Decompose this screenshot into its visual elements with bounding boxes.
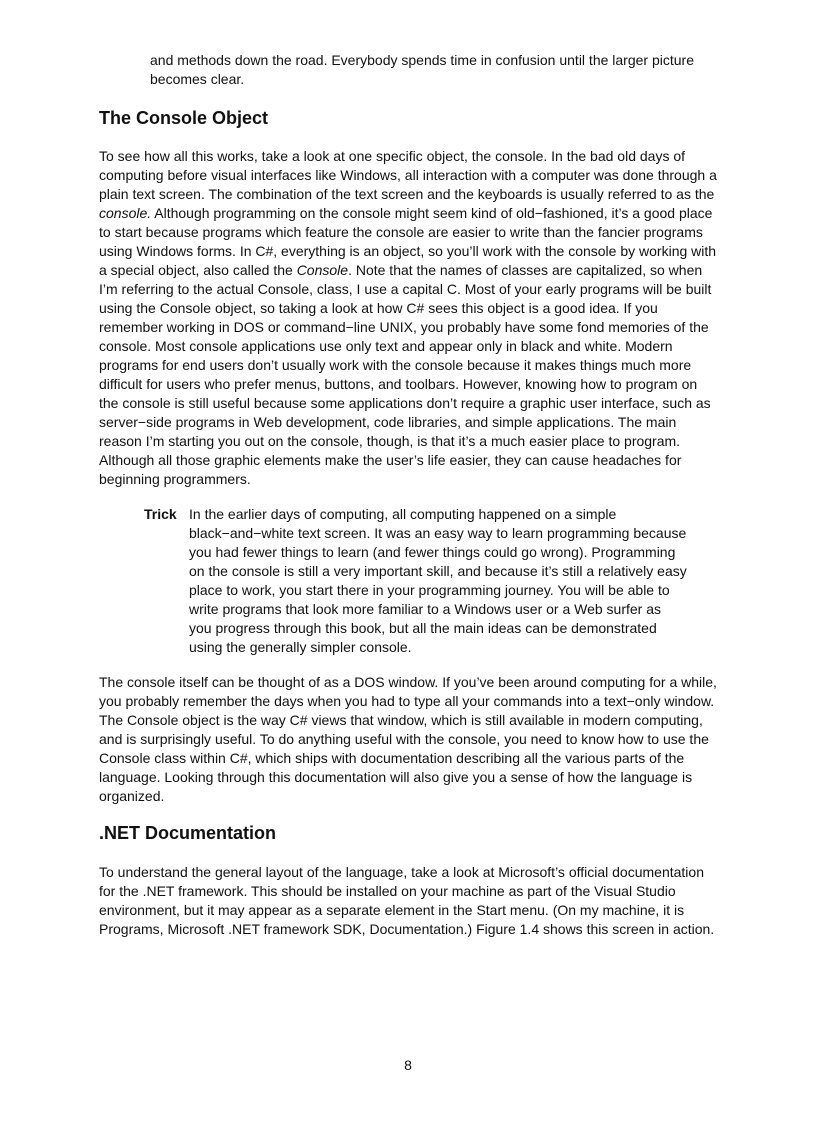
text-line: to start because programs which feature the console are easier to write than the fancier programs — [99, 224, 703, 240]
text-line: To see how all this works, take a look at one specific object, the console. In the bad old days of — [99, 148, 686, 164]
intro-paragraph — [150, 51, 770, 89]
text-line: server−side programs in Web development, code libraries, and simple applications. The main — [99, 414, 677, 430]
text-line: using the generally simpler console. — [189, 639, 412, 655]
text-line: In the earlier days of computing, all computing happened on a simple — [189, 506, 617, 522]
text-line: Programs, Microsoft .NET framework SDK, Documentation.) Figure 1.4 shows this screen in action. — [99, 921, 715, 937]
text-line: you had fewer things to learn (and fewer things could go wrong). Programming — [189, 544, 676, 560]
text-line: computing before visual interfaces like Windows, all interaction with a computer was done through a — [99, 167, 717, 183]
italic-term-console: console. — [99, 205, 152, 221]
text-line: The console itself can be thought of as a DOS window. If you’ve been around computing for a while, — [99, 674, 717, 690]
text-line: and is surprisingly useful. To do anything useful with the console, you need to know how to use the — [99, 731, 709, 747]
text-line: plain text screen. The combination of the text screen and the keyboards is usually referred to as the — [99, 186, 715, 202]
text-line: you progress through this book, but all the main ideas can be demonstrated — [189, 620, 657, 636]
text-line: for the .NET framework. This should be installed on your machine as part of the Visual Studio — [99, 883, 676, 899]
section-heading-console-object: The Console Object — [99, 108, 269, 128]
text-run: Although programming on the console might seem kind of old−fashioned, it’s a good place — [151, 205, 713, 221]
trick-note — [189, 505, 749, 657]
text-run: a special object, also called the — [99, 262, 297, 278]
console-window-paragraph — [99, 673, 779, 806]
text-line: write programs that look more familiar to a Windows user or a Web surfer as — [189, 601, 662, 617]
text-line: reason I’m starting you out on the console, though, is that it’s a much easier place to program. — [99, 433, 681, 449]
page-number: 8 — [404, 1057, 412, 1073]
text-run: . Note that the names of classes are capitalized, so when — [348, 262, 703, 278]
text-line: console. Most console applications use only text and appear only in black and white. Modern — [99, 338, 673, 354]
text-line: programs for end users don’t usually work with the console because it makes things much more — [99, 357, 692, 373]
text-line: beginning programmers. — [99, 471, 251, 487]
italic-term-console-class: Console — [296, 262, 349, 278]
text-line: using Windows forms. In C#, everything is an object, so you’ll work with the console by working with — [99, 243, 717, 259]
text-line: difficult for users who prefer menus, buttons, and toolbars. However, knowing how to program on — [99, 376, 698, 392]
text-line: becomes clear. — [150, 71, 245, 87]
text-line: remember working in DOS or command−line UNIX, you probably have some fond memories of the — [99, 319, 709, 335]
text-line: language. Looking through this documentation will also give you a sense of how the language is — [99, 769, 693, 785]
text-line: environment, but it may appear as a separate element in the Start menu. (On my machine, it is — [99, 902, 685, 918]
net-documentation-paragraph — [99, 863, 779, 939]
text-line: The Console object is the way C# views that window, which is still available in modern computing, — [99, 712, 703, 728]
section-heading-net-documentation: .NET Documentation — [99, 823, 277, 843]
text-line: you probably remember the days when you had to type all your commands into a text−only window. — [99, 693, 715, 709]
text-line: and methods down the road. Everybody spends time in confusion until the larger picture — [150, 52, 694, 68]
text-line: place to work, you start there in your programming journey. You will be able to — [189, 582, 670, 598]
text-line: To understand the general layout of the language, take a look at Microsoft’s official documentation — [99, 864, 704, 880]
text-line — [99, 261, 779, 280]
text-line: on the console is still a very important skill, and because it’s still a relatively easy — [189, 563, 687, 579]
text-line: the console is still useful because some applications don’t require a graphic user interface, such as — [99, 395, 711, 411]
trick-label: Trick — [144, 506, 177, 522]
text-line: Although all those graphic elements make the user’s life easier, they can cause headaches for — [99, 452, 682, 468]
console-paragraph — [99, 147, 779, 489]
text-line: black−and−white text screen. It was an easy way to learn programming because — [189, 525, 687, 541]
text-line: Console class within C#, which ships with documentation describing all the various parts of the — [99, 750, 685, 766]
text-line: I’m referring to the actual Console, class, I use a capital C. Most of your early programs will be built — [99, 281, 712, 297]
text-line — [99, 204, 779, 223]
text-line: organized. — [99, 788, 165, 804]
text-line: using the Console object, so taking a look at how C# sees this object is a good idea. If you — [99, 300, 658, 316]
